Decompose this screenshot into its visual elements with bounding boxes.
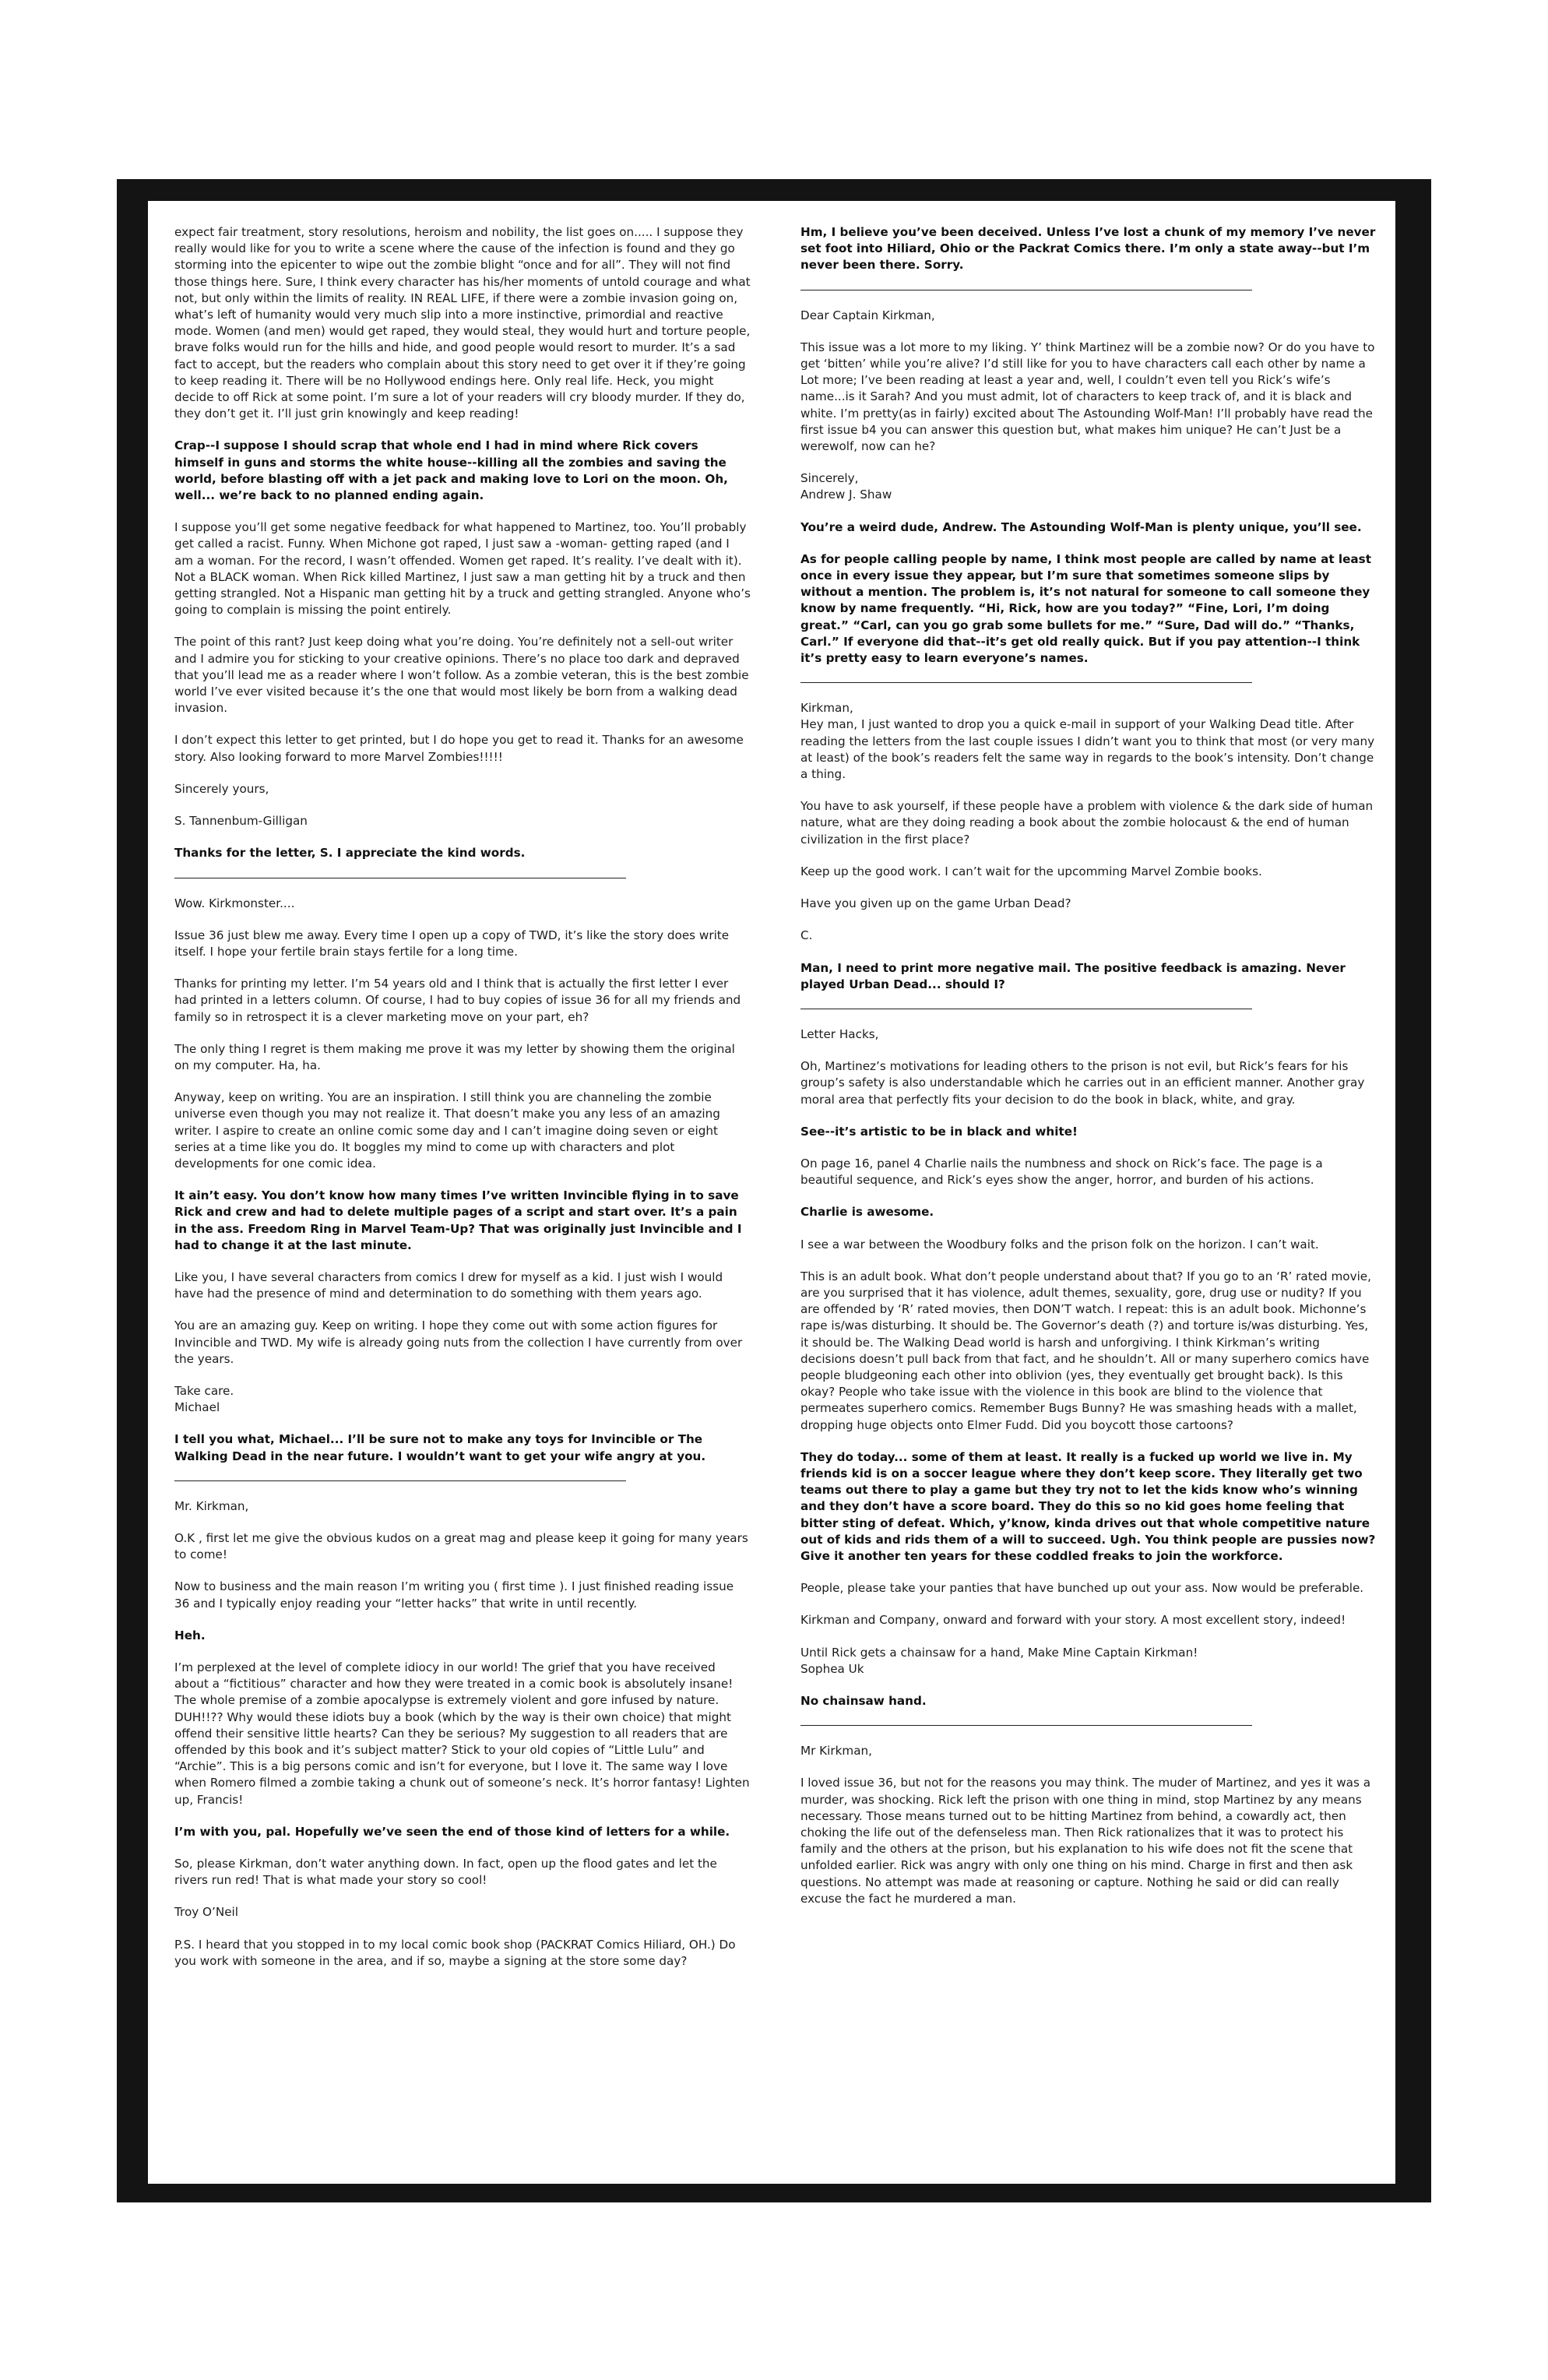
letter-divider bbox=[174, 1480, 626, 1481]
letter-paragraph: P.S. I heard that you stopped in to my local comic book shop (PACKRAT Comics Hiliard, OH.) Do you work with someone in the area, and if so, maybe a signing at the store some day? bbox=[174, 1937, 736, 1968]
editor-response: No chainsaw hand. bbox=[800, 1694, 927, 1708]
letter-paragraph: Issue 36 just blew me away. Every time I open up a copy of TWD, it’s like the story does write itself. I hope your fertile brain stays fertile for a long time. bbox=[174, 928, 730, 959]
letter-paragraph: S. Tannenbum-Gilligan bbox=[174, 814, 308, 829]
editor-response: Thanks for the letter, S. I appreciate the kind words. bbox=[174, 846, 526, 861]
letter-paragraph: Mr Kirkman, bbox=[800, 1744, 872, 1759]
letter-paragraph: C. bbox=[800, 928, 813, 943]
editor-response: It ain’t easy. You don’t know how many times I’ve written Invincible flying in to save Rick and crew and had to delete multiple pages of a script and start over. It’s a pain in the ass. Freedom Ring in Marvel Team-Up? That was originally just Invincible and I had to change it at the last minute. bbox=[174, 1188, 742, 1252]
letter-paragraph: This is an adult book. What don’t people understand about that? If you go to an ‘R’ rated movie, are you surprised that it has violence, adult themes, sexuality, gore, drug use or nudity? If you are offended by ‘R’ rated movies, then DON’T watch. I repeat: this is an adult book. Michonne’s rape is/was disturbing. It should be. The Governor’s death (?) and torture is/was disturbing. Yes, it should be. The Walking Dead world is harsh and unforgiving. I think Kirkman’s writing decisions doesn’t pull back from that fact, and he shouldn’t. All or many superhero comics have people bludgeoning each other into oblivion (yes, they eventually get brought back). Is this okay? People who take issue with the violence in this book are blind to the violence that permeates superhero comics. Remember Bugs Bunny? He was smashing heads with a mallet, dropping huge objects onto Elmer Fudd. Did you boycott those cartoons? bbox=[800, 1269, 1371, 1432]
letter-paragraph: Sincerely yours, bbox=[174, 781, 269, 796]
letter-paragraph: I’m perplexed at the level of complete idiocy in our world! The grief that you have received about a “fictitious” character and how they were treated in a comic book is absolutely insane! The whole premise of a zombie apocalypse is extremely violent and gore infused by nature. DUH!!?? Why would these idiots buy a book (which by the way is their own choice) that might offend their sensitive little hearts? Can they be serious? My suggestion to all readers that are offended by this book and it’s subject matter? Stick to your old copies of “Little Lulu” and “Archie”. This is a big persons comic and isn’t for everyone, but I love it. The same way I love when Romero filmed a zombie taking a chunk out of someone’s neck. It’s horror fantasy! Lighten up, Francis! bbox=[174, 1660, 750, 1807]
letter-paragraph: Mr. Kirkman, bbox=[174, 1498, 249, 1513]
letter-paragraph: I loved issue 36, but not for the reasons you may think. The muder of Martinez, and yes it was a murder, was shocking. Rick left the prison with one thing in mind, stop Martinez by any means necessary. Those means turned out to be hitting Martinez from behind, a cowardly act, then choking the life out of the defenseless man. Then Rick rationalizes that it was to protect his family and the others at the prison, but his explanation to his wife does not fit the scene that unfolded earlier. Rick was angry with only one thing on his mind. Charge in first and then ask questions. No attempt was made at reasoning or capture. Nothing he said or did can really excuse the fact he murdered a man. bbox=[800, 1776, 1371, 1906]
editor-response: You’re a weird dude, Andrew. The Astounding Wolf-Man is plenty unique, you’ll see. bbox=[800, 519, 1362, 534]
letter-paragraph: Like you, I have several characters from comics I drew for myself as a kid. I just wish I would have had the presence of mind and determination to do something with them years ago. bbox=[174, 1269, 723, 1301]
letter-paragraph: Anyway, keep on writing. You are an inspiration. I still think you are channeling the zombie universe even though you may not realize it. That doesn’t make you any less of an amazing writer. I aspire to create an online comic some day and I can’t imagine doing seven or eight series at a time like you do. It boggles my mind to come up with characters and plot developments for one comic idea. bbox=[174, 1090, 720, 1171]
right-column bbox=[800, 224, 1377, 1923]
letter-divider bbox=[800, 682, 1252, 683]
letter-paragraph: Kirkman, Hey man, I just wanted to drop you a quick e-mail in support of your Walking Dead title. After reading the letters from the last couple issues I didn’t want you to think that most (or very many at least) of the book’s readers felt the same way in regards to the book’s intensity. Don’t change a thing. bbox=[800, 701, 1375, 782]
letter-paragraph: Kirkman and Company, onward and forward with your story. A most excellent story, indeed! bbox=[800, 1613, 1346, 1628]
editor-response: Hm, I believe you’ve been deceived. Unless I’ve lost a chunk of my memory I’ve never set foot into Hiliard, Ohio or the Packrat Comics there. I’m only a state away--but I’m never been there. Sorry. bbox=[800, 225, 1376, 273]
letter-paragraph: So, please Kirkman, don’t water anything down. In fact, open up the flood gates and let the rivers run red! That is what made your story so cool! bbox=[174, 1857, 717, 1888]
letter-divider bbox=[800, 1725, 1252, 1726]
left-column bbox=[174, 224, 751, 1985]
letter-paragraph: Have you given up on the game Urban Dead? bbox=[800, 896, 1071, 911]
letter-paragraph: Dear Captain Kirkman, bbox=[800, 308, 935, 322]
editor-response: As for people calling people by name, I think most people are called by name at least once in every issue they appear, but I’m sure that sometimes someone slips by without a mention. The problem is, it’s not natural for someone to call someone they know by name frequently. “Hi, Rick, how are you today?” “Fine, Lori, I’m doing great.” “Carl, can you go grab some bullets for me.” “Sure, Dad will do.” “Thanks, Carl.” If everyone did that--it’s get old really quick. But if you pay attention--I think it’s pretty easy to learn everyone’s names. bbox=[800, 551, 1371, 666]
letter-paragraph: People, please take your panties that have bunched up out your ass. Now would be preferable. bbox=[800, 1581, 1364, 1596]
letter-paragraph: expect fair treatment, story resolutions, heroism and nobility, the list goes on..... I suppose they really would like for you to write a scene where the cause of the infection is found and they go storming into the epicenter to wipe out the zombie blight “once and for all”. They will not find those things here. Sure, I think every character has his/her moments of untold courage and what not, but only within the limits of reality. IN REAL LIFE, if there were a zombie invasion going on, what’s left of humanity would very much slip into a more instinctive, primordial and reactive mode. Women (and men) would get raped, they would steal, they would hurt and torture people, brave folks would run for the hills and hide, and good people would resort to murder. It’s a sad fact to accept, but the readers who complain about this story need to get over it if they’re going to keep reading it. There will be no Hollywood endings here. Only real life. Heck, you might decide to off Rick at some point. I’m sure a lot of your readers will cry bloody murder. If they do, they don’t get it. I’ll just grin knowingly and keep reading! bbox=[174, 225, 751, 421]
letter-paragraph: I suppose you’ll get some negative feedback for what happened to Martinez, too. You’ll probably get called a racist. Funny. When Michone got raped, I just saw a -woman- getting raped (and I am a woman. For the record, I wasn’t offended. Women get raped. It’s reality. I’ve dealt with it). Not a BLACK woman. When Rick killed Martinez, I just saw a man getting hit by a truck and then getting strangled. Not a Hispanic man getting hit by a truck and getting strangled. Anyone who’s going to complain is missing the point entirely. bbox=[174, 520, 751, 618]
letter-paragraph: Wow. Kirkmonster.... bbox=[174, 896, 295, 910]
editor-response: Heh. bbox=[174, 1628, 206, 1642]
letter-paragraph: Troy O’Neil bbox=[174, 1905, 238, 1920]
letter-paragraph: You are an amazing guy. Keep on writing. I hope they come out with some action figures for Invincible and TWD. My wife is already going nuts from the collection I have currently from over the years. bbox=[174, 1319, 743, 1366]
letter-paragraph: This issue was a lot more to my liking. Y’ think Martinez will be a zombie now? Or do you have to get ‘bitten’ while you’re alive? I’d still like for you to have characters call each other by name a Lot more; I’ve been reading at least a year and, well, I couldn’t even tell you Rick’s wife’s name...is it Sarah? And you must admit, lot of characters to keep track of, and it is black and white. I’m pretty(as in fairly) excited about The Astounding Wolf-Man! I’ll probably have read the first issue b4 you can answer this question but, what makes him unique? He can’t Just be a werewolf, now can he? bbox=[800, 340, 1375, 454]
editor-response: Man, I need to print more negative mail. The positive feedback is amazing. Never played Urban Dead... should I? bbox=[800, 960, 1346, 991]
letter-paragraph: Letter Hacks, bbox=[800, 1026, 879, 1041]
editor-response: Crap--I suppose I should scrap that whole end I had in mind where Rick covers himself in guns and storms the white house--killing all the zombies and saving the world, before blasting off with a jet pack and making love to Lori on the moon. Oh, well... we’re back to no planned ending again. bbox=[174, 438, 728, 503]
letter-paragraph: Until Rick gets a chainsaw for a hand, Make Mine Captain Kirkman! Sophea Uk bbox=[800, 1645, 1198, 1676]
editor-response: They do today... some of them at least. It really is a fucked up world we live in. My friends kid is on a soccer league where they don’t keep score. They literally get two teams out there to play a game but they try not to let the kids know who’s winning and they don’t have a score board. They do this so no kid goes home feeling that bitter sting of defeat. Which, y’know, kinda drives out that whole competitive nature out of kids and rids them of a will to succeed. Ugh. You think people are pussies now? Give it another ten years for these coddled freaks to join the workforce. bbox=[800, 1449, 1376, 1563]
letter-paragraph: Thanks for printing my letter. I’m 54 years old and I think that is actually the first letter I ever had printed in a letters column. Of course, I had to buy copies of issue 36 for all my friends and family so in retrospect it is a clever marketing move on your part, eh? bbox=[174, 977, 741, 1024]
letter-paragraph: I don’t expect this letter to get printed, but I do hope you get to read it. Thanks for an awesome story. Also looking forward to more Marvel Zombies!!!!! bbox=[174, 733, 744, 764]
editor-response: Charlie is awesome. bbox=[800, 1205, 934, 1220]
letter-paragraph: The only thing I regret is them making me prove it was my letter by showing them the original on my computer. Ha, ha. bbox=[174, 1041, 735, 1072]
editor-response: See--it’s artistic to be in black and white! bbox=[800, 1124, 1078, 1139]
letter-paragraph: Keep up the good work. I can’t wait for the upcomming Marvel Zombie books. bbox=[800, 864, 1262, 878]
letter-paragraph: The point of this rant? Just keep doing what you’re doing. You’re definitely not a sell-out writer and I admire you for sticking to your creative opinions. There’s no place too dark and depraved that you’ll lead me as a reader where I won’t follow. As a zombie veteran, this is the best zombie world I’ve ever visited because it’s the one that would most likely be born from a walking dead invasion. bbox=[174, 635, 749, 716]
letter-paragraph: You have to ask yourself, if these people have a problem with violence & the dark side of human nature, what are they doing reading a book about the zombie holocaust & the end of human civilization in the first place? bbox=[800, 799, 1374, 847]
letter-paragraph: Oh, Martinez’s motivations for leading others to the prison is not evil, but Rick’s fears for his group’s safety is also understandable which he carries out in an efficient manner. Another gray moral area that perfectly fits your decision to do the book in black, white, and gray. bbox=[800, 1059, 1365, 1107]
editor-response: I’m with you, pal. Hopefully we’ve seen the end of those kind of letters for a while. bbox=[174, 1824, 730, 1839]
letter-paragraph: Now to business and the main reason I’m writing you ( first time ). I just finished reading issue 36 and I typically enjoy reading your “letter hacks” that write in until recently. bbox=[174, 1579, 734, 1611]
letters-page bbox=[148, 201, 1395, 2184]
letter-paragraph: Sincerely, Andrew J. Shaw bbox=[800, 471, 892, 502]
letter-paragraph: Take care. Michael bbox=[174, 1383, 234, 1415]
letter-paragraph: I see a war between the Woodbury folks and the prison folk on the horizon. I can’t wait. bbox=[800, 1237, 1319, 1252]
letter-paragraph: On page 16, panel 4 Charlie nails the numbness and shock on Rick’s face. The page is a beautiful sequence, and Rick’s eyes show the anger, horror, and burden of his actions. bbox=[800, 1156, 1323, 1188]
editor-response: I tell you what, Michael... I’ll be sure not to make any toys for Invincible or The Walking Dead in the near future. I wouldn’t want to get your wife angry at you. bbox=[174, 1432, 706, 1463]
letter-paragraph: O.K , first let me give the obvious kudos on a great mag and please keep it going for many years to come! bbox=[174, 1530, 748, 1562]
